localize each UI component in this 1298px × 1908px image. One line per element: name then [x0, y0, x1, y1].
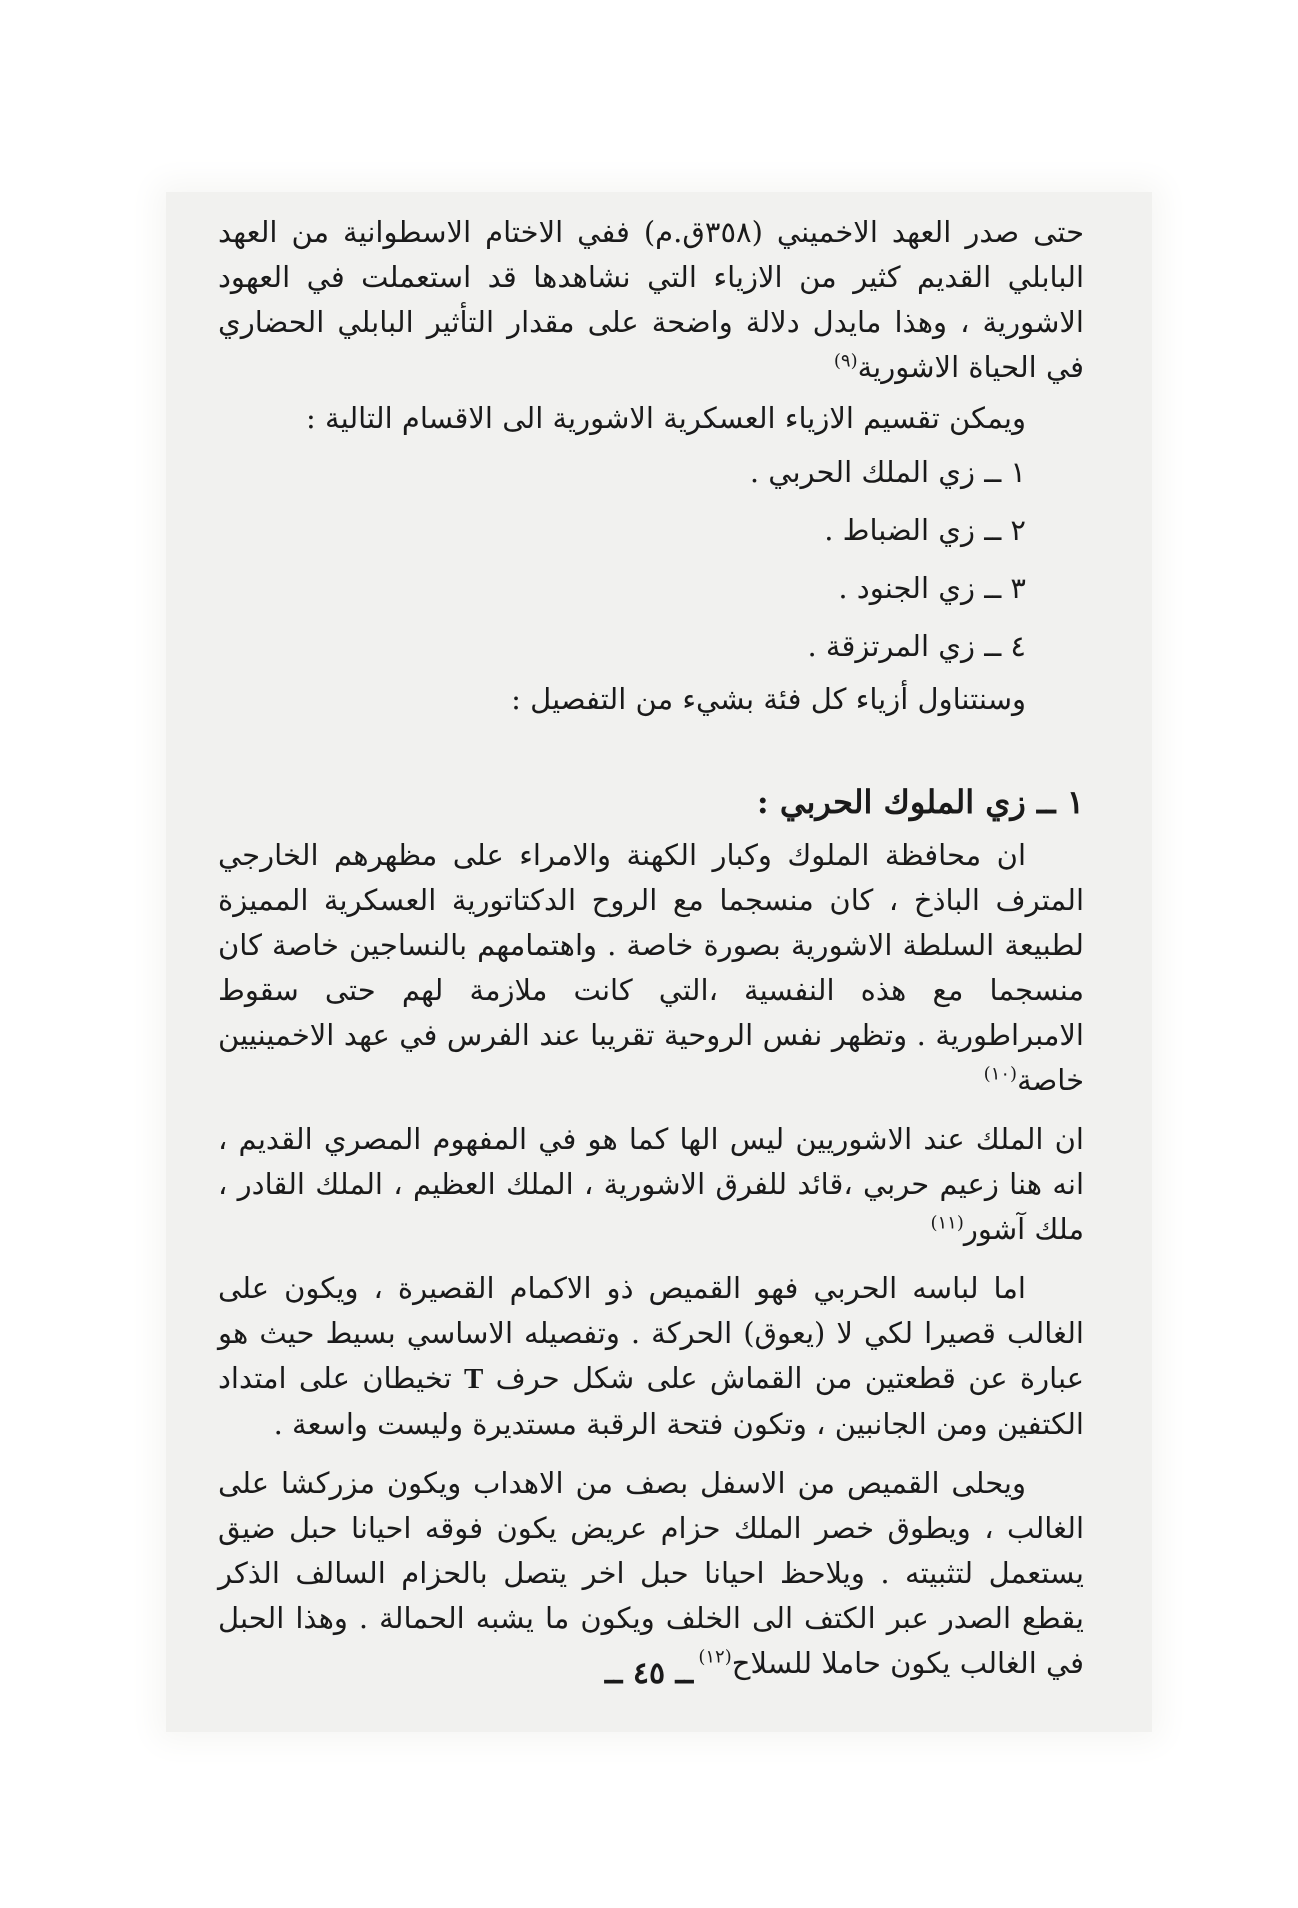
- paragraph-4-text: ان محافظة الملوك وكبار الكهنة والامراء على مظهرهم الخارجي المترف الباذخ ، كان منسجما مع الروح الدكتاتورية العسكرية المميزة لطبيعة السلطة الاشورية بصورة خاصة . واهتمامهم بالنساجين خاصة كان منسجما مع هذه النفسية ،التي كانت ملازمة لهم حتى سقوط الامبراطورية . وتظهر نفس الروحية تقريبا عند الفرس في عهد الاخمينيين خاصة: [218, 838, 1084, 1097]
- page-number: ــ ٤٥ ــ: [604, 1656, 694, 1691]
- footnote-ref-9: (٩): [833, 350, 858, 372]
- footnote-ref-11: (١١): [930, 1212, 964, 1234]
- page-body: [218, 210, 1084, 1686]
- paragraph-5-text: ان الملك عند الاشوريين ليس الها كما هو في المفهوم المصري القديم ، انه هنا زعيم حربي ،قائد للفرق الاشورية ، الملك العظيم ، الملك القادر ، ملك آشور: [218, 1122, 1084, 1246]
- paragraph-7: [218, 1461, 1084, 1686]
- footnote-ref-10: (١٠): [983, 1063, 1018, 1085]
- paragraph-7-text: ويحلى القميص من الاسفل بصف من الاهداب ويكون مزركشا على الغالب ، ويطوق خصر الملك حزام عريض يكون فوقه احيانا حبل ضيق يستعمل لتثبيته . ويلاحظ احيانا حبل اخر يتصل بالحزام السالف الذكر يقطع الصدر عبر الكتف الى الخلف ويكون ما يشبه الحمالة . وهذا الحبل في الغالب يكون حاملا للسلاح: [218, 1466, 1084, 1680]
- list-item: ١ ــ زي الملك الحربي .: [749, 455, 1026, 489]
- list-item: ٤ ــ زي المرتزقة .: [807, 629, 1026, 663]
- letter-t: T: [464, 1363, 484, 1395]
- paragraph-1-text: حتى صدر العهد الاخميني (٣٥٨ق.م) ففي الاختام الاسطوانية من العهد البابلي القديم كثير من الازياء التي نشاهدها قد استعملت في العهود الاشورية ، وهذا مايدل دلالة واضحة على مقدار التأثير البابلي الحضاري في الحياة الاشورية: [218, 215, 1085, 384]
- list-item: ٢ ــ زي الضباط .: [824, 513, 1026, 547]
- paragraph-2: ويمكن تقسيم الازياء العسكرية الاشورية الى الاقسام التالية :: [306, 401, 1026, 435]
- paragraph-6-text-after: تخيطان على امتداد الكتفين ومن الجانبين ، وتكون فتحة الرقبة مستديرة وليست واسعة .: [218, 1361, 1084, 1441]
- paragraph-6: [218, 1266, 1084, 1447]
- paragraph-6-text-before: اما لباسه الحربي فهو القميص ذو الاكمام القصيرة ، ويكون على الغالب قصيرا لكي لا (يعوق) الحركة . وتفصيله الاساسي بسيط حيث هو عبارة عن قطعتين من القماش على شكل حرف: [218, 1271, 1085, 1395]
- paragraph-4: [218, 833, 1084, 1103]
- paragraph-1: [218, 210, 1084, 390]
- section-heading: ١ ــ زي الملوك الحربي :: [756, 783, 1084, 821]
- paragraph-3: وسنتناول أزياء كل فئة بشيء من التفصيل :: [511, 682, 1026, 716]
- uniform-categories-list: [218, 443, 1084, 675]
- footnote-ref-12: (١٢): [698, 1646, 732, 1668]
- list-item: ٣ ــ زي الجنود .: [838, 571, 1026, 605]
- paragraph-5: [218, 1117, 1084, 1252]
